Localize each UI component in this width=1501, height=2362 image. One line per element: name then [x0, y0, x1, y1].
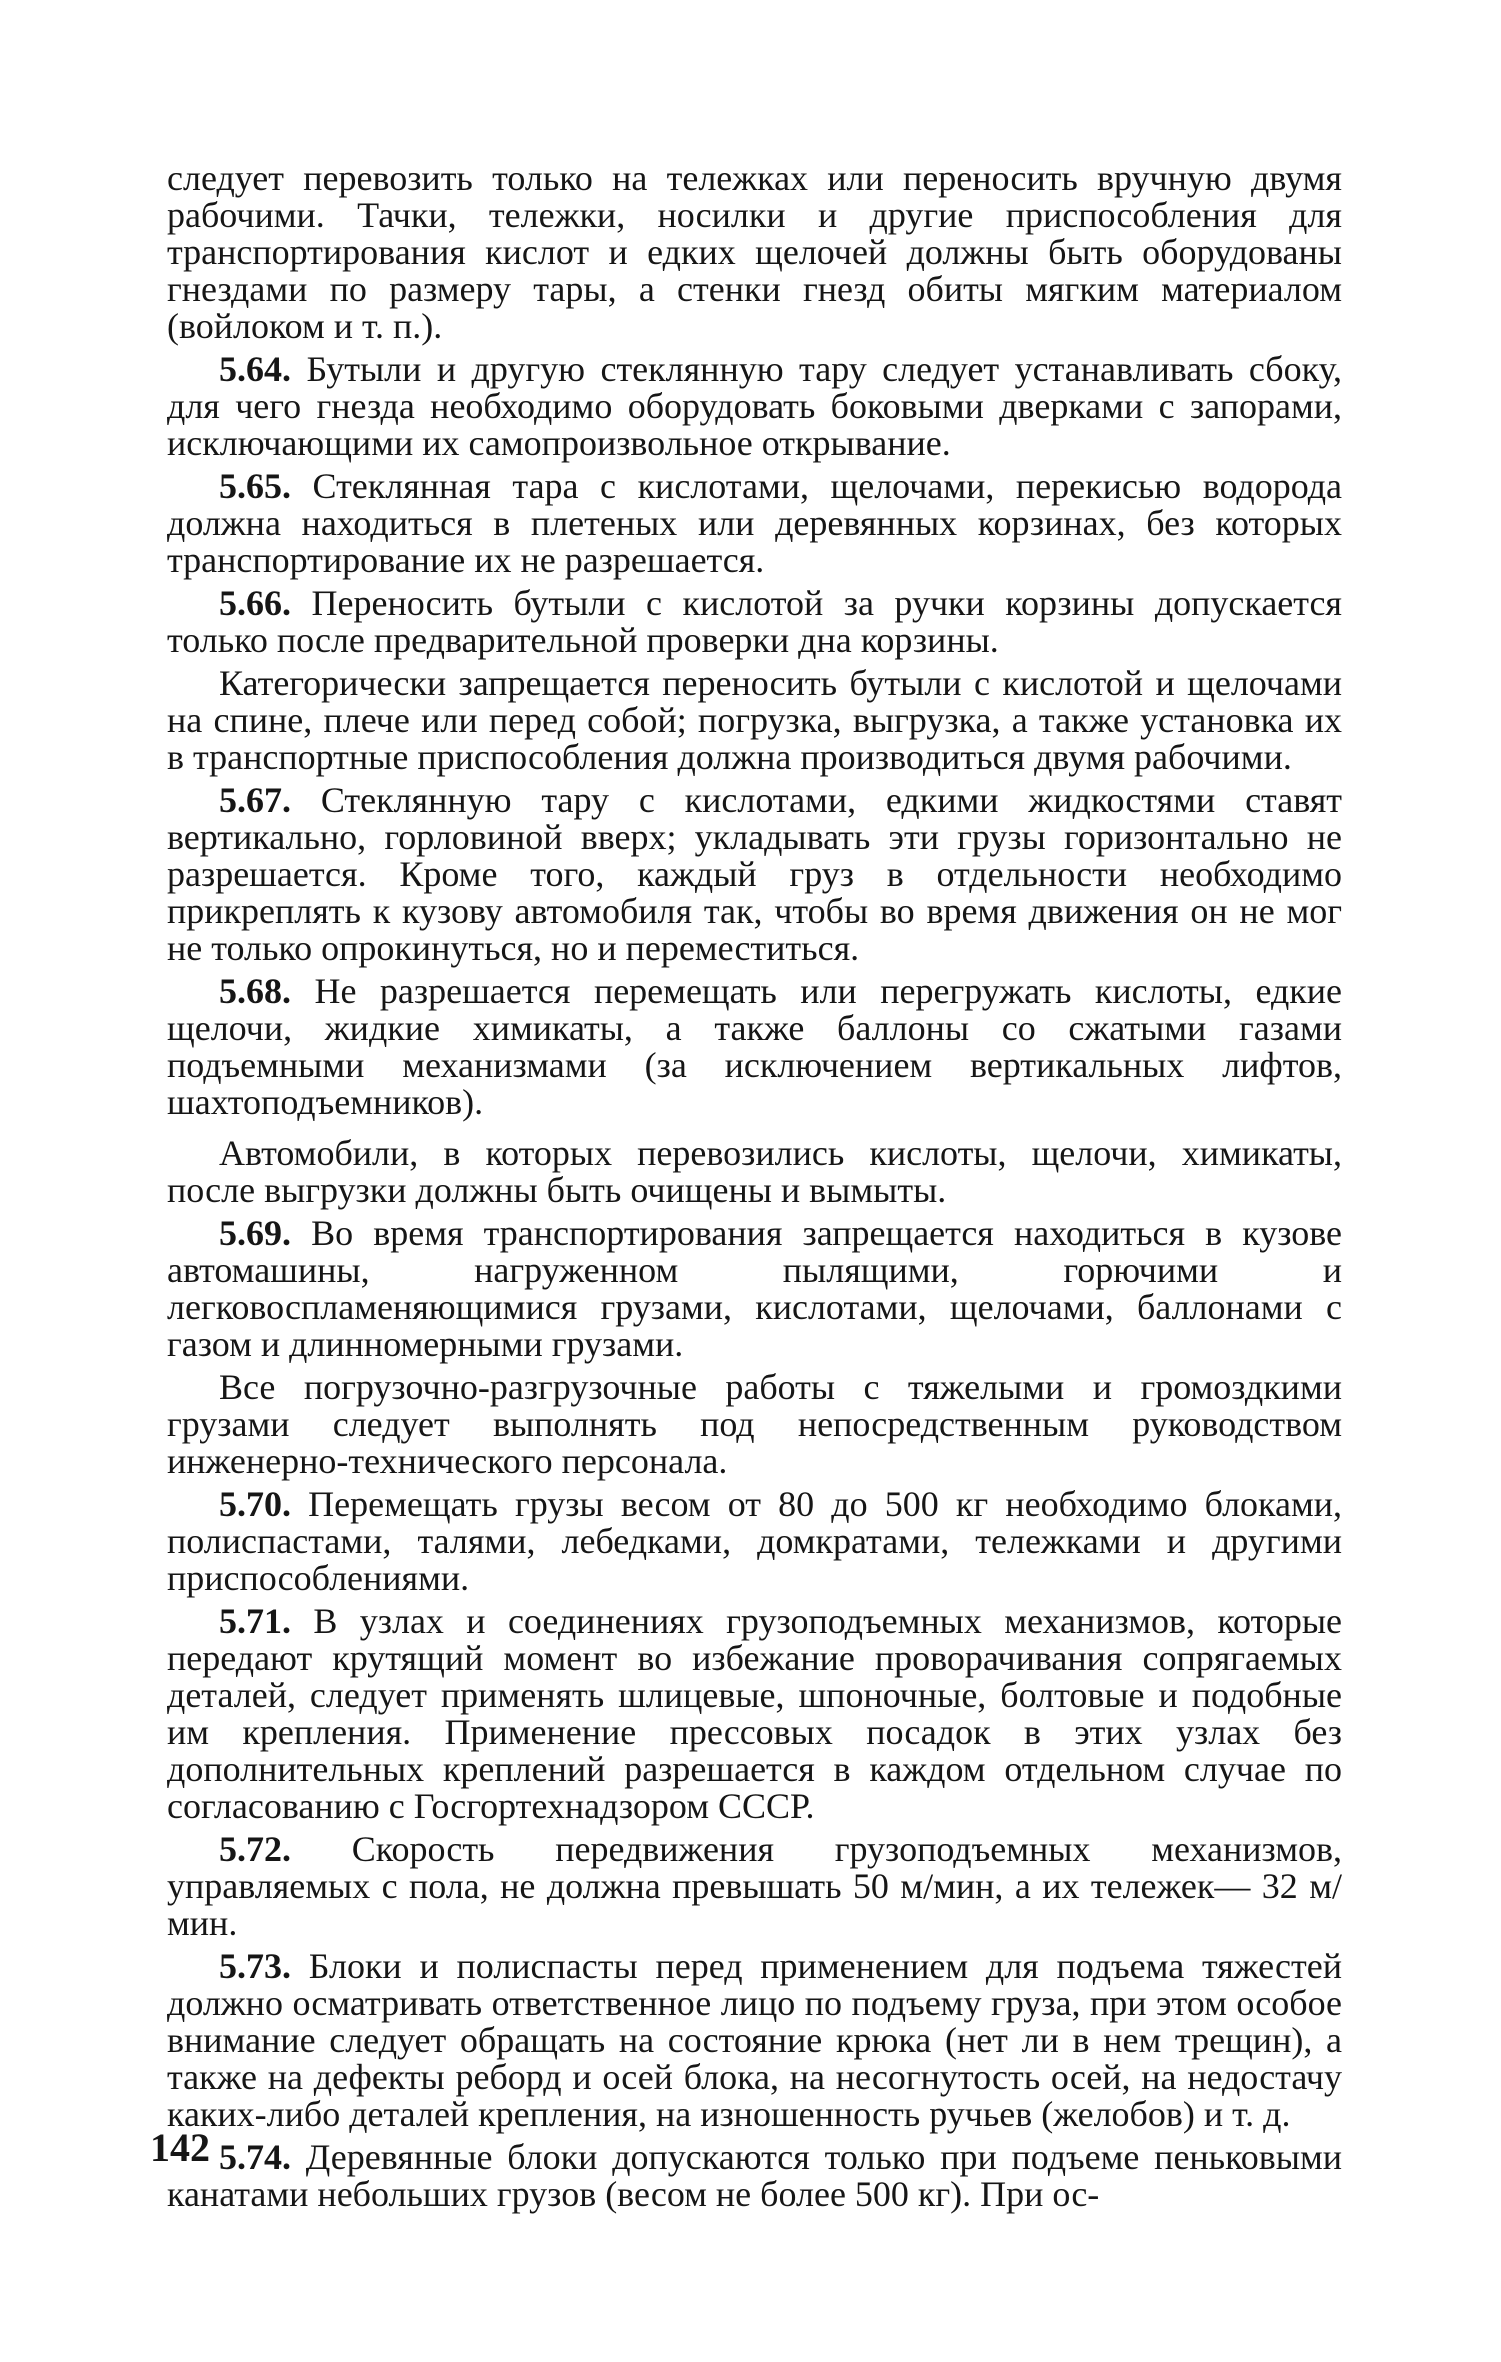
- paragraph-5-67: [167, 782, 1342, 967]
- section-number: 5.69.: [219, 1213, 291, 1253]
- paragraph-vehicles-cleaning: [167, 1135, 1342, 1209]
- paragraph-text: Скорость передвижения грузоподъемных механизмов, управляемых с пола, не должна превышать 50 м/мин, а их тележек— 32 м/мин.: [167, 1829, 1343, 1943]
- paragraph-text: Во время транспортирования запрещается находиться в кузове автомашины, нагруженном пылящими, горючими и легковоспламеняющимися грузами, кислотами, щелочами, баллонами с газом и длинномерными грузами.: [167, 1213, 1343, 1364]
- section-number: 5.72.: [219, 1829, 291, 1869]
- paragraph-text: Автомобили, в которых перевозились кислоты, щелочи, химикаты, после выгрузки должны быть очищены и вымыты.: [167, 1133, 1342, 1210]
- paragraph-text: В узлах и соединениях грузоподъемных механизмов, которые передают крутящий момент во избежание проворачивания сопрягаемых деталей, следует применять шлицевые, шпоночные, болтовые и подобные им крепления. Применение прессовых посадок в этих узлах без дополнительных креплений разрешается в каждом отдельном случае по согласованию с Госгортехнадзором СССР.: [167, 1601, 1342, 1826]
- page-number: 142: [150, 2125, 210, 2170]
- paragraph-text: Блоки и полиспасты перед применением для подъема тяжестей должно осматривать ответственное лицо по подъему груза, при этом особое внимание следует обращать на состояние крюка (нет ли в нем трещин), а также на дефекты реборд и осей блока, на несогнутость осей, на недостачу каких-либо деталей крепления, на изношенность ручьев (желобов) и т. д.: [167, 1946, 1342, 2134]
- paragraph-continuation: [167, 160, 1342, 345]
- paragraph-supervision: [167, 1369, 1342, 1480]
- paragraph-prohibition-carrying: [167, 665, 1342, 776]
- section-number: 5.71.: [219, 1601, 291, 1641]
- paragraph-5-73: [167, 1948, 1342, 2133]
- section-number: 5.65.: [219, 466, 291, 506]
- paragraph-5-68: [167, 973, 1342, 1121]
- section-number: 5.73.: [219, 1946, 291, 1986]
- paragraph-text: Бутыли и другую стеклянную тару следует устанавливать сбоку, для чего гнезда необходимо оборудовать боковыми дверками с запорами, исключающими их самопроизвольное открывание.: [167, 349, 1342, 463]
- paragraph-text: Стеклянную тару с кислотами, едкими жидкостями ставят вертикально, горловиной вверх; укладывать эти грузы горизонтально не разрешается. Кроме того, каждый груз в отдельности необходимо прикреплять к кузову автомобиля так, чтобы во время движения он не мог не только опрокинуться, но и переместиться.: [167, 780, 1343, 968]
- section-number: 5.68.: [219, 971, 291, 1011]
- paragraph-text: Категорически запрещается переносить бутыли с кислотой и щелочами на спине, плече или перед собой; погрузка, выгрузка, а также установка их в транспортные приспособления должна производиться двумя рабочими.: [167, 663, 1342, 777]
- paragraph-text: Стеклянная тара с кислотами, щелочами, перекисью водорода должна находиться в плетеных или деревянных корзинах, без которых транспортирование их не разрешается.: [167, 466, 1342, 580]
- paragraph-text: Перемещать грузы весом от 80 до 500 кг необходимо блоками, полиспастами, талями, лебедками, домкратами, тележками и другими приспособлениями.: [167, 1484, 1343, 1598]
- paragraph-text: следует перевозить только на тележках или переносить вручную двумя рабочими. Тачки, тележки, носилки и другие приспособления для транспортирования кислот и едких щелочей должны быть оборудованы гнездами по размеру тары, а стенки гнезд обиты мягким материалом (войлоком и т. п.).: [167, 158, 1342, 346]
- paragraph-5-66: [167, 585, 1342, 659]
- paragraph-text: Деревянные блоки допускаются только при подъеме пеньковыми канатами небольших грузов (весом не более 500 кг). При ос-: [167, 2137, 1342, 2214]
- section-number: 5.70.: [219, 1484, 291, 1524]
- paragraph-5-64: [167, 351, 1342, 462]
- paragraph-text: Все погрузочно-разгрузочные работы с тяжелыми и громоздкими грузами следует выполнять под непосредственным руководством инженерно-технического персонала.: [167, 1367, 1342, 1481]
- paragraph-5-74: [167, 2139, 1342, 2213]
- paragraph-text: Не разрешается перемещать или перегружать кислоты, едкие щелочи, жидкие химикаты, а также баллоны со сжатыми газами подъемными механизмами (за исключением вертикальных лифтов, шахтоподъемников).: [167, 971, 1343, 1122]
- paragraph-5-71: [167, 1603, 1342, 1825]
- page-body: [167, 160, 1342, 2219]
- section-number: 5.64.: [219, 349, 291, 389]
- paragraph-5-65: [167, 468, 1342, 579]
- section-number: 5.74.: [219, 2137, 291, 2177]
- paragraph-5-69: [167, 1215, 1342, 1363]
- paragraph-text: Переносить бутыли с кислотой за ручки корзины допускается только после предварительной проверки дна корзины.: [167, 583, 1342, 660]
- section-number: 5.66.: [219, 583, 291, 623]
- paragraph-5-70: [167, 1486, 1342, 1597]
- section-number: 5.67.: [219, 780, 291, 820]
- paragraph-5-72: [167, 1831, 1342, 1942]
